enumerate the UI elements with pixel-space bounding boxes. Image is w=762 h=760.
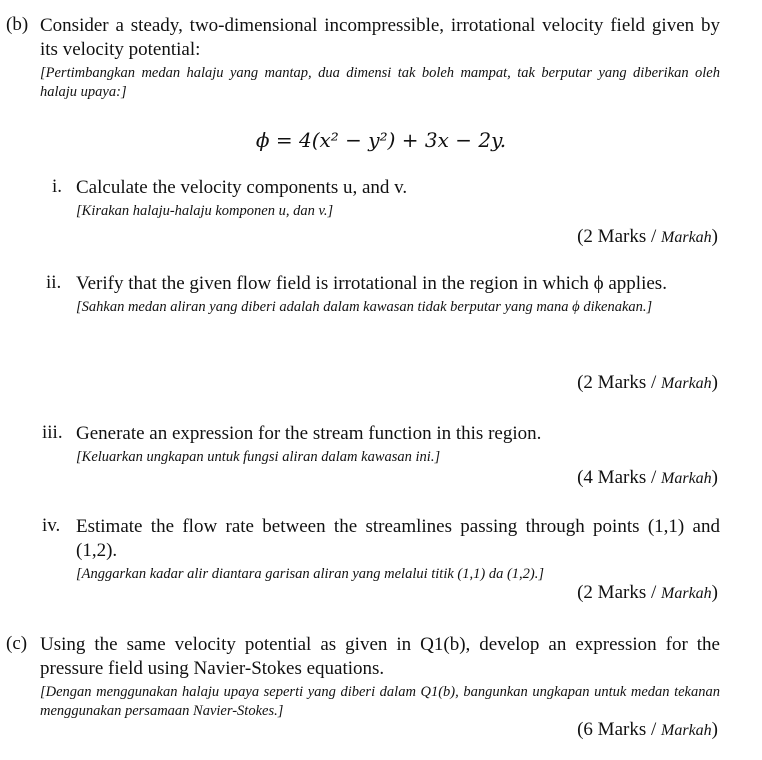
part-b-label: (b) (6, 14, 29, 35)
velocity-potential-equation (0, 128, 762, 153)
q2-question (76, 272, 720, 317)
q4-marks: (2 Marks / Markah) (577, 582, 718, 603)
q2-malay: [Sahkan medan aliran yang diberi adalah dalam kawasan tidak berputar yang mana ϕ dikenakan.] (76, 299, 653, 315)
q1-malay: [Kirakan halaju-halaju komponen u, dan v.] (76, 203, 334, 219)
part-c-text: Using the same velocity potential as given in Q1(b), develop an expression for the pressure field using Navier-Stokes equations. (40, 634, 720, 679)
q3-label: iii. (42, 422, 63, 443)
q1-marks: (2 Marks / Markah) (577, 226, 718, 247)
q1-text: Calculate the velocity components u, and v. (76, 177, 408, 198)
q4-label: iv. (42, 515, 61, 536)
part-b-question (40, 14, 720, 102)
q1-label: i. (52, 176, 63, 197)
part-b-text: Consider a steady, two-dimensional incompressible, irrotational velocity field given by its velocity potential: (40, 15, 720, 60)
q2-text: Verify that the given flow field is irrotational in the region in which ϕ applies. (76, 273, 667, 294)
part-b-malay: [Pertimbangkan medan halaju yang mantap, dua dimensi tak boleh mampat, tak berputar yang diberikan oleh halaju upaya:] (40, 65, 720, 100)
part-c-marks: (6 Marks / Markah) (577, 719, 718, 740)
q3-text: Generate an expression for the stream function in this region. (76, 423, 542, 444)
q4-question (76, 515, 720, 584)
q2-marks: (2 Marks / Markah) (577, 372, 718, 393)
q1-question (76, 176, 720, 221)
part-c-question (40, 633, 720, 721)
q4-text: Estimate the flow rate between the streamlines passing through points (1,1) and (1,2). (76, 516, 720, 561)
equation-text: ϕ = 4(x² − y²) + 3x − 2y. (255, 128, 507, 152)
q3-question (76, 422, 720, 467)
q2-label: ii. (46, 272, 62, 293)
q3-marks: (4 Marks / Markah) (577, 467, 718, 488)
q3-malay: [Keluarkan ungkapan untuk fungsi aliran dalam kawasan ini.] (76, 449, 441, 465)
q4-malay: [Anggarkan kadar alir diantara garisan aliran yang melalui titik (1,1) da (1,2).] (76, 566, 545, 582)
part-c-label: (c) (6, 633, 28, 654)
part-c-malay: [Dengan menggunakan halaju upaya seperti yang diberi dalam Q1(b), bangunkan ungkapan untuk medan tekanan menggunakan persamaan Navier-Stokes.] (40, 684, 720, 719)
